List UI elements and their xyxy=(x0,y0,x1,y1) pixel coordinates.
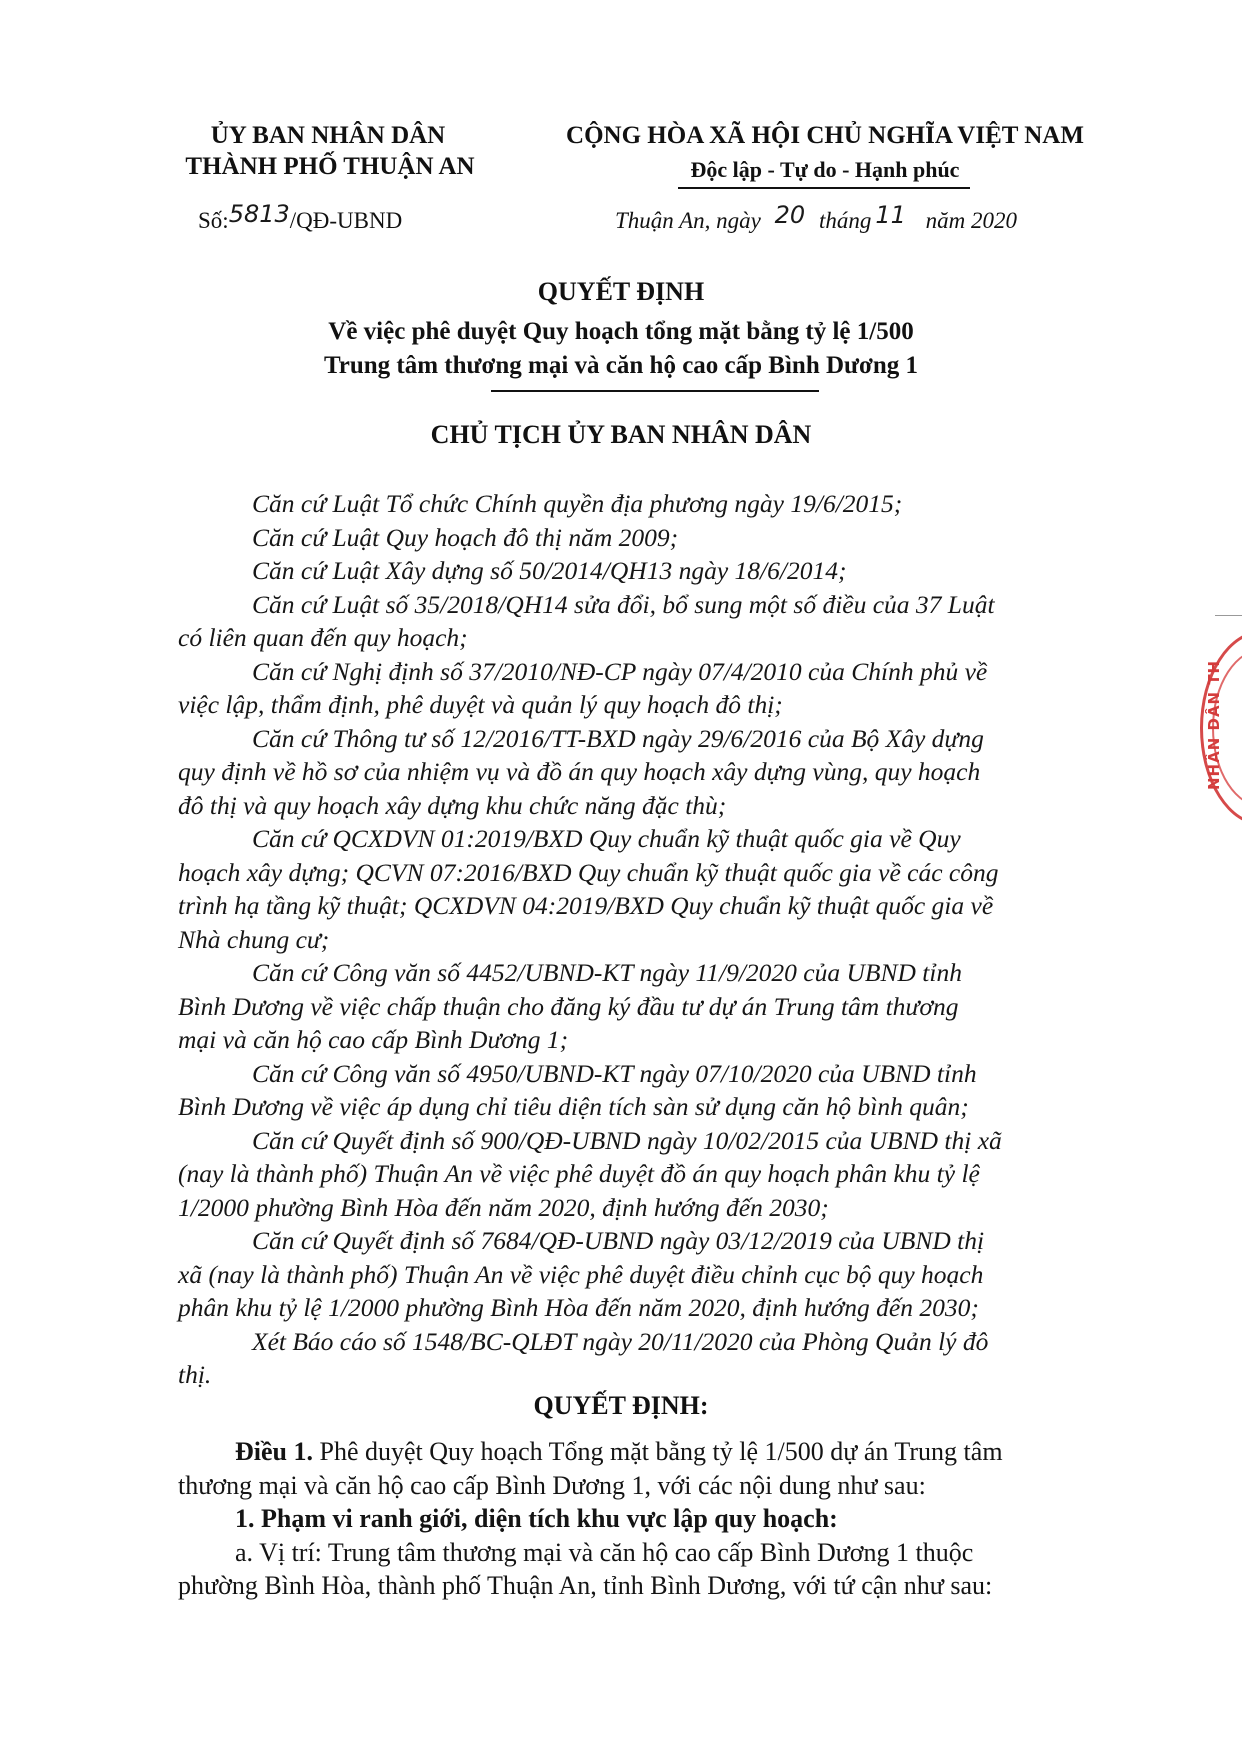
date-day: 20 xyxy=(774,201,806,229)
basis-8: Căn cứ Công văn số 4452/UBND-KT ngày 11/9/2020 của UBND tỉnh Bình Dương về việc chấp thuận cho đăng ký đầu tư dự án Trung tâm thương mại và căn hộ cao cấp Bình Dương 1; xyxy=(178,958,962,1054)
date-month: 11 xyxy=(875,201,906,229)
nation-motto: Độc lập - Tự do - Hạnh phúc xyxy=(690,157,960,182)
article-1-label: Điều 1. xyxy=(235,1437,313,1466)
decision-subject-line1: Về việc phê duyệt Quy hoạch tổng mặt bằng tỷ lệ 1/500 xyxy=(328,318,914,345)
basis-9: Căn cứ Công văn số 4950/UBND-KT ngày 07/10/2020 của UBND tỉnh Bình Dương về việc áp dụng chỉ tiêu diện tích sàn sử dụng căn hộ bình quân; xyxy=(178,1058,977,1121)
date-month-label: tháng xyxy=(818,208,872,233)
article-1 xyxy=(178,1435,1118,1603)
legal-bases xyxy=(178,487,1118,1392)
motto-underline xyxy=(678,187,970,189)
item-a-line1: a. Vị trí: Trung tâm thương mại và căn hộ cao cấp Bình Dương 1 thuộc xyxy=(235,1537,974,1567)
subject-underline xyxy=(491,390,819,392)
decision-title: QUYẾT ĐỊNH xyxy=(537,277,705,306)
basis-5: Căn cứ Nghị định số 37/2010/NĐ-CP ngày 07/4/2010 của Chính phủ về việc lập, thẩm định, phê duyệt và quản lý quy hoạch đô thị; xyxy=(178,656,988,719)
red-seal-text: NHÂN DÂN TH xyxy=(1205,659,1223,790)
org-name-line1: ỦY BAN NHÂN DÂN xyxy=(210,122,446,149)
basis-4: Căn cứ Luật số 35/2018/QH14 sửa đổi, bổ sung một số điều của 37 Luật có liên quan đến quy hoạch; xyxy=(178,589,995,652)
article-1-text-line2: thương mại và căn hộ cao cấp Bình Dương 1, với các nội dung như sau: xyxy=(178,1470,926,1500)
basis-1: Căn cứ Luật Tổ chức Chính quyền địa phương ngày 19/6/2015; xyxy=(252,489,903,518)
basis-2: Căn cứ Luật Quy hoạch đô thị năm 2009; xyxy=(252,522,679,552)
article-1-text-line1: Phê duyệt Quy hoạch Tổng mặt bằng tỷ lệ 1/500 dự án Trung tâm xyxy=(313,1437,1003,1466)
document-date xyxy=(615,201,1017,234)
section-1-heading: 1. Phạm vi ranh giới, diện tích khu vực lập quy hoạch: xyxy=(235,1504,838,1533)
org-name-line2: THÀNH PHỐ THUẬN AN xyxy=(185,153,475,180)
date-prefix: Thuận An, ngày xyxy=(615,208,761,233)
number-handwritten: 5813 xyxy=(228,200,290,228)
basis-6: Căn cứ Thông tư số 12/2016/TT-BXD ngày 29/6/2016 của Bộ Xây dựng quy định về hồ sơ của nhiệm vụ và đồ án quy hoạch xây dựng vùng, quy hoạch đô thị và quy hoạch xây dựng khu chức năng đặc thù; xyxy=(178,723,984,820)
basis-12: Xét Báo cáo số 1548/BC-QLĐT ngày 20/11/2020 của Phòng Quản lý đô thị. xyxy=(178,1326,989,1389)
basis-11: Căn cứ Quyết định số 7684/QĐ-UBND ngày 03/12/2019 của UBND thị xã (nay là thành phố) Thuận An về việc phê duyệt điều chỉnh cục bộ quy hoạch phân khu tỷ lệ 1/2000 phường Bình Hòa đến năm 2020, định hướng đến 2030; xyxy=(178,1226,985,1322)
basis-10: Căn cứ Quyết định số 900/QĐ-UBND ngày 10/02/2015 của UBND thị xã (nay là thành phố) Thuận An về việc phê duyệt đồ án quy hoạch phân khu tỷ lệ 1/2000 phường Bình Hòa đến năm 2020, định hướng đến 2030; xyxy=(178,1125,1002,1222)
number-prefix: Số: xyxy=(198,208,229,233)
document-number xyxy=(198,200,403,234)
basis-7: Căn cứ QCXDVN 01:2019/BXD Quy chuẩn kỹ thuật quốc gia về Quy hoạch xây dựng; QCVN 07:2016/BXD Quy chuẩn kỹ thuật quốc gia về các công trình hạ tầng kỹ thuật; QCXDVN 04:2019/BXD Quy chuẩn kỹ thuật quốc gia về Nhà chung cư; xyxy=(178,824,999,954)
authority-title: CHỦ TỊCH ỦY BAN NHÂN DÂN xyxy=(430,420,812,449)
decision-subject-line2: Trung tâm thương mại và căn hộ cao cấp Bình Dương 1 xyxy=(323,352,919,379)
edge-mark xyxy=(1215,615,1242,616)
date-year: năm 2020 xyxy=(925,208,1017,233)
nation-title: CỘNG HÒA XÃ HỘI CHỦ NGHĨA VIỆT NAM xyxy=(566,122,1084,149)
basis-3: Căn cứ Luật Xây dựng số 50/2014/QH13 ngày 18/6/2014; xyxy=(252,556,847,585)
item-a-line2: phường Bình Hòa, thành phố Thuận An, tỉnh Bình Dương, với tứ cận như sau: xyxy=(178,1571,993,1600)
number-suffix: /QĐ-UBND xyxy=(289,208,403,233)
decision-heading: QUYẾT ĐỊNH: xyxy=(533,1391,709,1420)
